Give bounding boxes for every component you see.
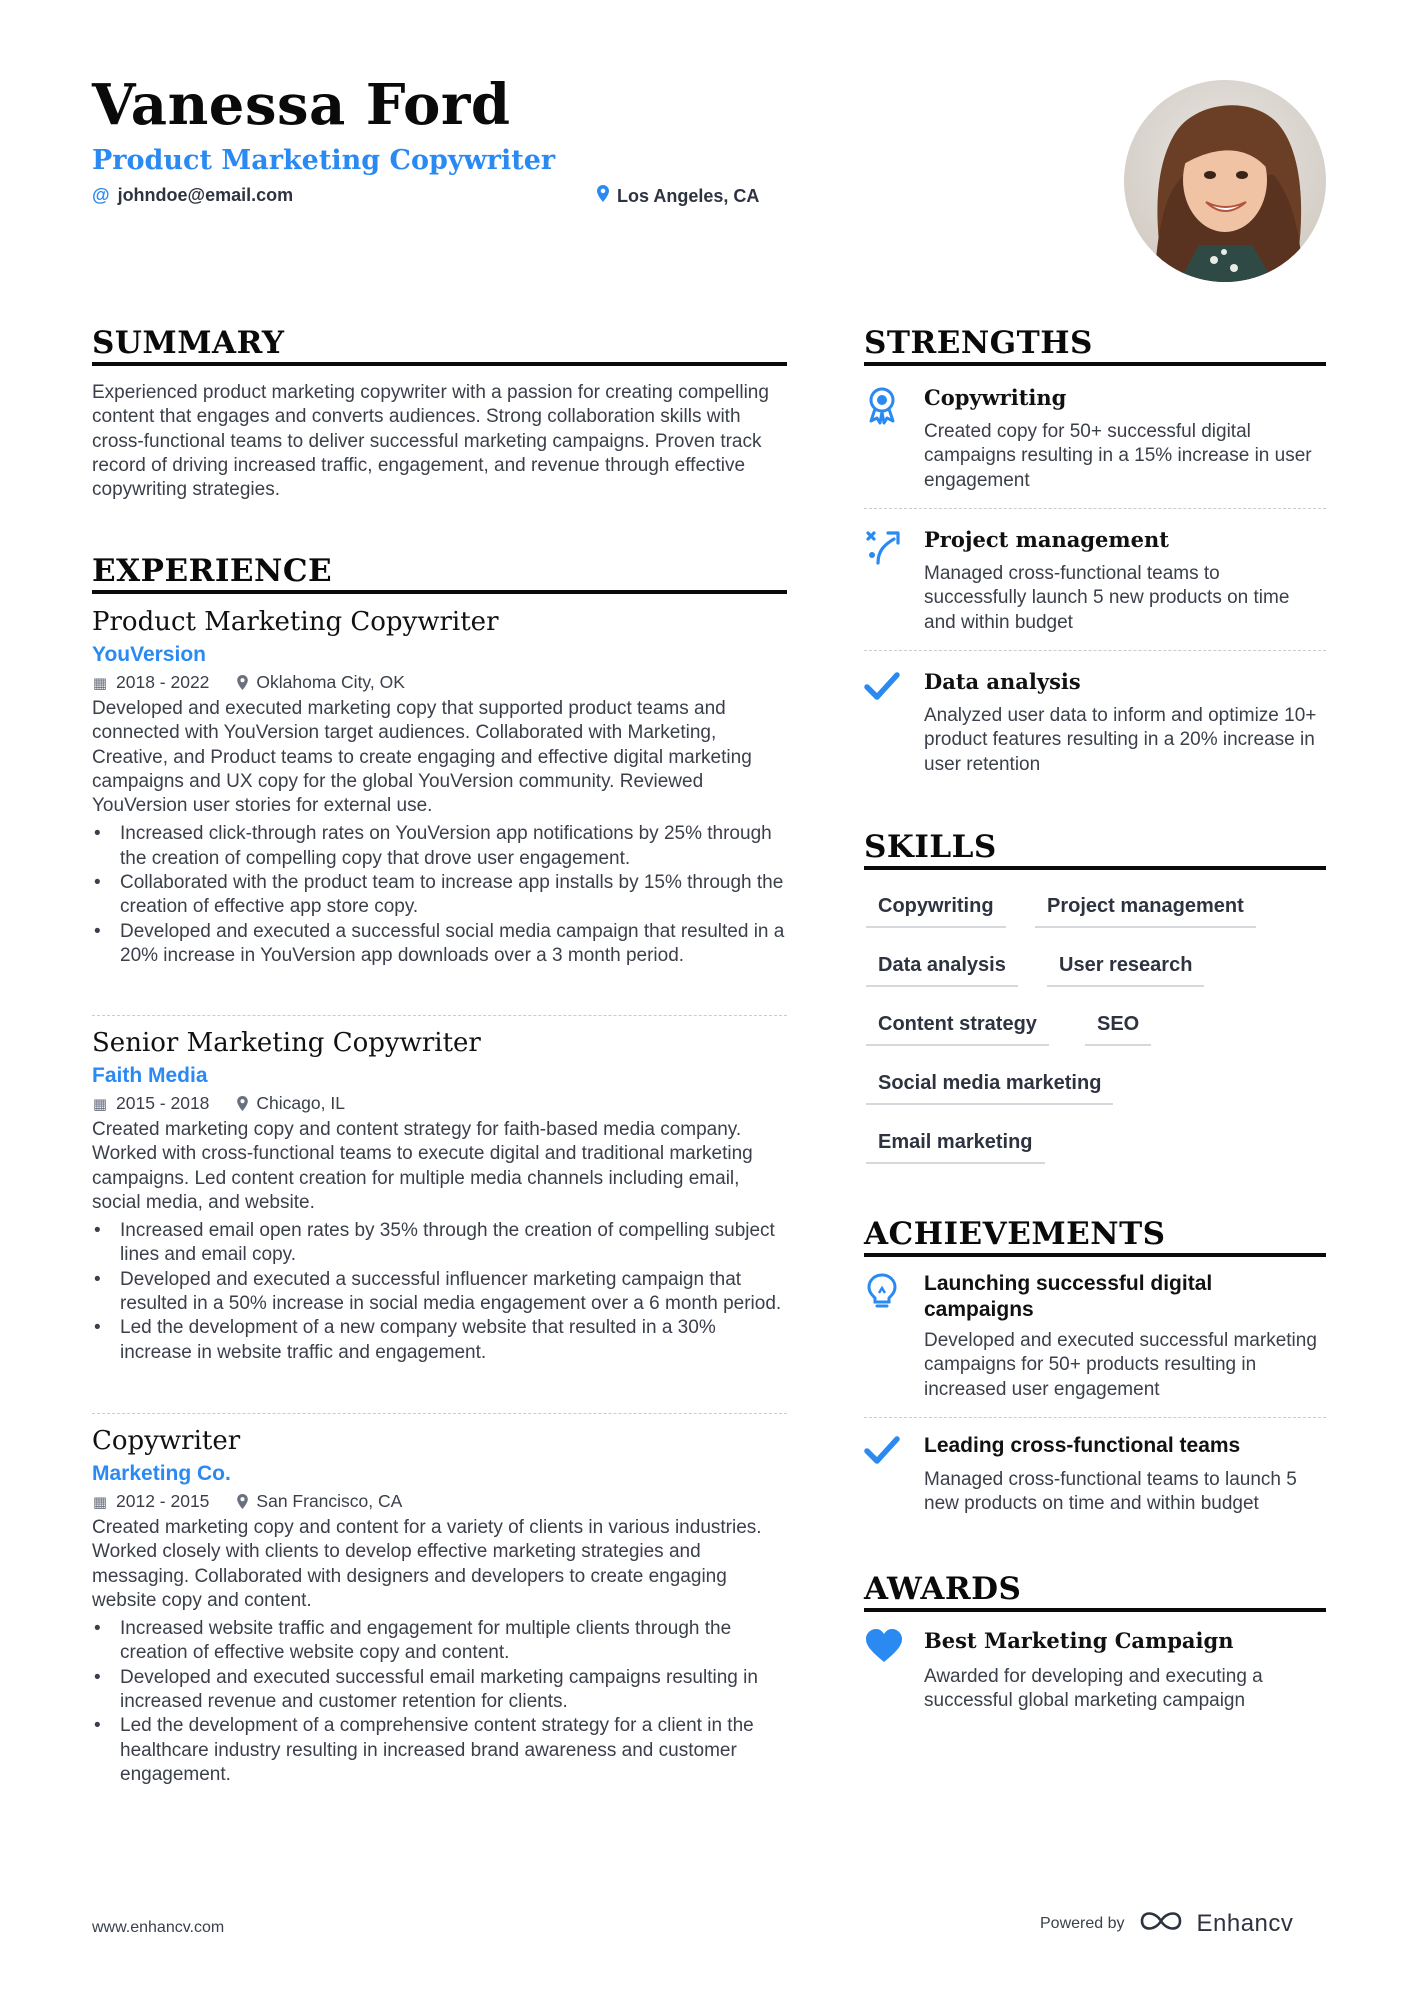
awards-rule	[864, 1608, 1326, 1612]
job-bullets	[92, 1617, 787, 1787]
strength-description: Analyzed user data to inform and optimize 10+ product features resulting in a 20% increase in user retention	[924, 705, 1317, 775]
job-description: Developed and executed marketing copy that supported product teams and connected with YouVersion target audiences. Collaborated with Marketing, Creative, and Product teams to create engaging and effective digital marketing campaigns and UX copy for the global YouVersion community. Reviewed YouVersion user stories for external use.	[92, 698, 752, 817]
job-bullet: • Led the development of a comprehensive content strategy for a client in the healthcare industry resulting in increased brand awareness and customer engagement.	[92, 1714, 787, 1787]
calendar-icon: ▦	[92, 674, 108, 692]
heart-icon	[864, 1628, 904, 1668]
job-bullet: • Increased click-through rates on YouVersion app notifications by 25% through the creation of compelling copy that drove user engagement.	[92, 822, 787, 871]
strength-description: Created copy for 50+ successful digital campaigns resulting in a 15% increase in user engagement	[924, 421, 1312, 491]
job-title: Copywriter	[92, 1426, 241, 1456]
skill-tag: Email marketing	[866, 1131, 1045, 1164]
skill-tag: User research	[1047, 954, 1204, 987]
summary-heading: SUMMARY	[92, 325, 285, 361]
footer-website[interactable]: www.enhancv.com	[92, 1919, 225, 1936]
skill-tag: Data analysis	[866, 954, 1018, 987]
job-entry	[92, 1028, 787, 1365]
at-icon: @	[92, 185, 110, 205]
map-pin-icon	[597, 185, 609, 207]
strengths-heading: STRENGTHS	[864, 325, 1093, 361]
divider	[864, 650, 1326, 651]
divider	[864, 1417, 1326, 1418]
job-entry	[92, 607, 787, 968]
strength-title: Project management	[924, 527, 1169, 552]
job-company: Marketing Co.	[92, 1462, 231, 1485]
location-contact	[597, 185, 759, 207]
job-bullet: • Collaborated with the product team to increase app installs by 15% through the creation of effective app store copy.	[92, 871, 787, 920]
job-location: Chicago, IL	[256, 1093, 345, 1113]
award-ribbon-icon	[864, 385, 904, 425]
footer-branding	[1040, 1909, 1293, 1938]
email-text: johndoe@email.com	[117, 185, 294, 205]
achievement-description: Developed and executed successful marketing campaigns for 50+ products resulting in increased user engagement	[924, 1330, 1317, 1400]
job-dates: 2015 - 2018	[116, 1093, 210, 1113]
brand-name: Enhancv	[1196, 1909, 1294, 1937]
candidate-name: Vanessa Ford	[92, 72, 511, 138]
achievements-rule	[864, 1253, 1326, 1257]
summary-rule	[92, 362, 787, 366]
awards-heading: AWARDS	[864, 1571, 1022, 1607]
experience-heading: EXPERIENCE	[92, 553, 333, 589]
location-text: Los Angeles, CA	[617, 185, 760, 206]
job-description: Created marketing copy and content strategy for faith-based media company. Worked with cross-functional teams to execute digital and traditional marketing campaigns. Led content creation for multiple media channels including email, social media, and website.	[92, 1119, 753, 1213]
summary-text: Experienced product marketing copywriter with a passion for creating compelling content that engages and converts audiences. Strong collaboration skills with cross-functional teams to deliver successful marketing campaigns. Proven track record of driving increased traffic, engagement, and revenue through effective copywriting strategies.	[92, 382, 769, 501]
map-pin-icon	[237, 1096, 248, 1111]
lightbulb-icon	[864, 1271, 904, 1311]
experience-rule	[92, 590, 787, 594]
job-title: Product Marketing Copywriter	[92, 607, 499, 637]
job-meta	[92, 1491, 787, 1512]
job-meta	[92, 672, 787, 693]
strengths-rule	[864, 362, 1326, 366]
divider	[92, 1413, 787, 1414]
job-entry	[92, 1426, 787, 1787]
email-contact	[92, 185, 293, 206]
skills-rule	[864, 866, 1326, 870]
job-bullet: • Increased website traffic and engagement for multiple clients through the creation of effective website copy and content.	[92, 1617, 787, 1666]
powered-by-label: Powered by	[1040, 1914, 1125, 1932]
job-bullet: • Increased email open rates by 35% through the creation of compelling subject lines and email copy.	[92, 1219, 787, 1268]
profile-photo	[1124, 80, 1326, 282]
job-bullet: • Developed and executed a successful influencer marketing campaign that resulted in a 50% increase in social media engagement over a 6 month period.	[92, 1268, 787, 1317]
job-location: San Francisco, CA	[256, 1491, 403, 1511]
skill-tag: Copywriting	[866, 895, 1006, 928]
job-meta	[92, 1093, 787, 1114]
job-dates: 2012 - 2015	[116, 1491, 210, 1511]
achievement-title: Leading cross-functional teams	[924, 1434, 1241, 1457]
job-bullet: • Developed and executed a successful social media campaign that resulted in a 20% increase in YouVersion app downloads over a 3 month period.	[92, 920, 787, 969]
map-pin-icon	[237, 675, 248, 690]
skill-tag: SEO	[1085, 1013, 1151, 1046]
strength-description: Managed cross-functional teams to successfully launch 5 new products on time and within budget	[924, 563, 1290, 633]
skill-tag: Content strategy	[866, 1013, 1049, 1046]
calendar-icon: ▦	[92, 1095, 108, 1113]
divider	[92, 1015, 787, 1016]
calendar-icon: ▦	[92, 1493, 108, 1511]
divider	[864, 508, 1326, 509]
map-pin-icon	[237, 1494, 248, 1509]
enhancv-logo-icon	[1139, 1909, 1183, 1938]
strategy-path-icon	[864, 527, 904, 567]
award-description: Awarded for developing and executing a successful global marketing campaign	[924, 1666, 1263, 1712]
job-location: Oklahoma City, OK	[256, 672, 405, 692]
skills-heading: SKILLS	[864, 829, 997, 865]
achievements-heading: ACHIEVEMENTS	[864, 1216, 1166, 1252]
job-bullets	[92, 822, 787, 968]
checkmark-icon	[864, 669, 904, 709]
job-company: YouVersion	[92, 643, 206, 666]
job-title: Senior Marketing Copywriter	[92, 1028, 481, 1058]
job-dates: 2018 - 2022	[116, 672, 210, 692]
award-title: Best Marketing Campaign	[924, 1628, 1234, 1653]
strength-title: Data analysis	[924, 669, 1081, 694]
achievement-title: Launching successful digital campaigns	[924, 1272, 1213, 1321]
job-bullet: • Developed and executed successful email marketing campaigns resulting in increased revenue and customer retention for clients.	[92, 1666, 787, 1715]
achievement-description: Managed cross-functional teams to launch 5 new products on time and within budget	[924, 1469, 1297, 1515]
job-description: Created marketing copy and content for a variety of clients in various industries. Worked closely with clients to develop effective marketing strategies and messaging. Collaborated with designers and developers to create engaging website copy and content.	[92, 1517, 762, 1611]
job-bullets	[92, 1219, 787, 1365]
strength-title: Copywriting	[924, 385, 1067, 410]
job-bullet: • Led the development of a new company website that resulted in a 30% increase in website traffic and engagement.	[92, 1316, 787, 1365]
skill-tag: Project management	[1035, 895, 1256, 928]
candidate-role: Product Marketing Copywriter	[92, 145, 556, 176]
job-company: Faith Media	[92, 1064, 208, 1087]
skill-tag: Social media marketing	[866, 1072, 1113, 1105]
checkmark-icon	[864, 1433, 904, 1473]
